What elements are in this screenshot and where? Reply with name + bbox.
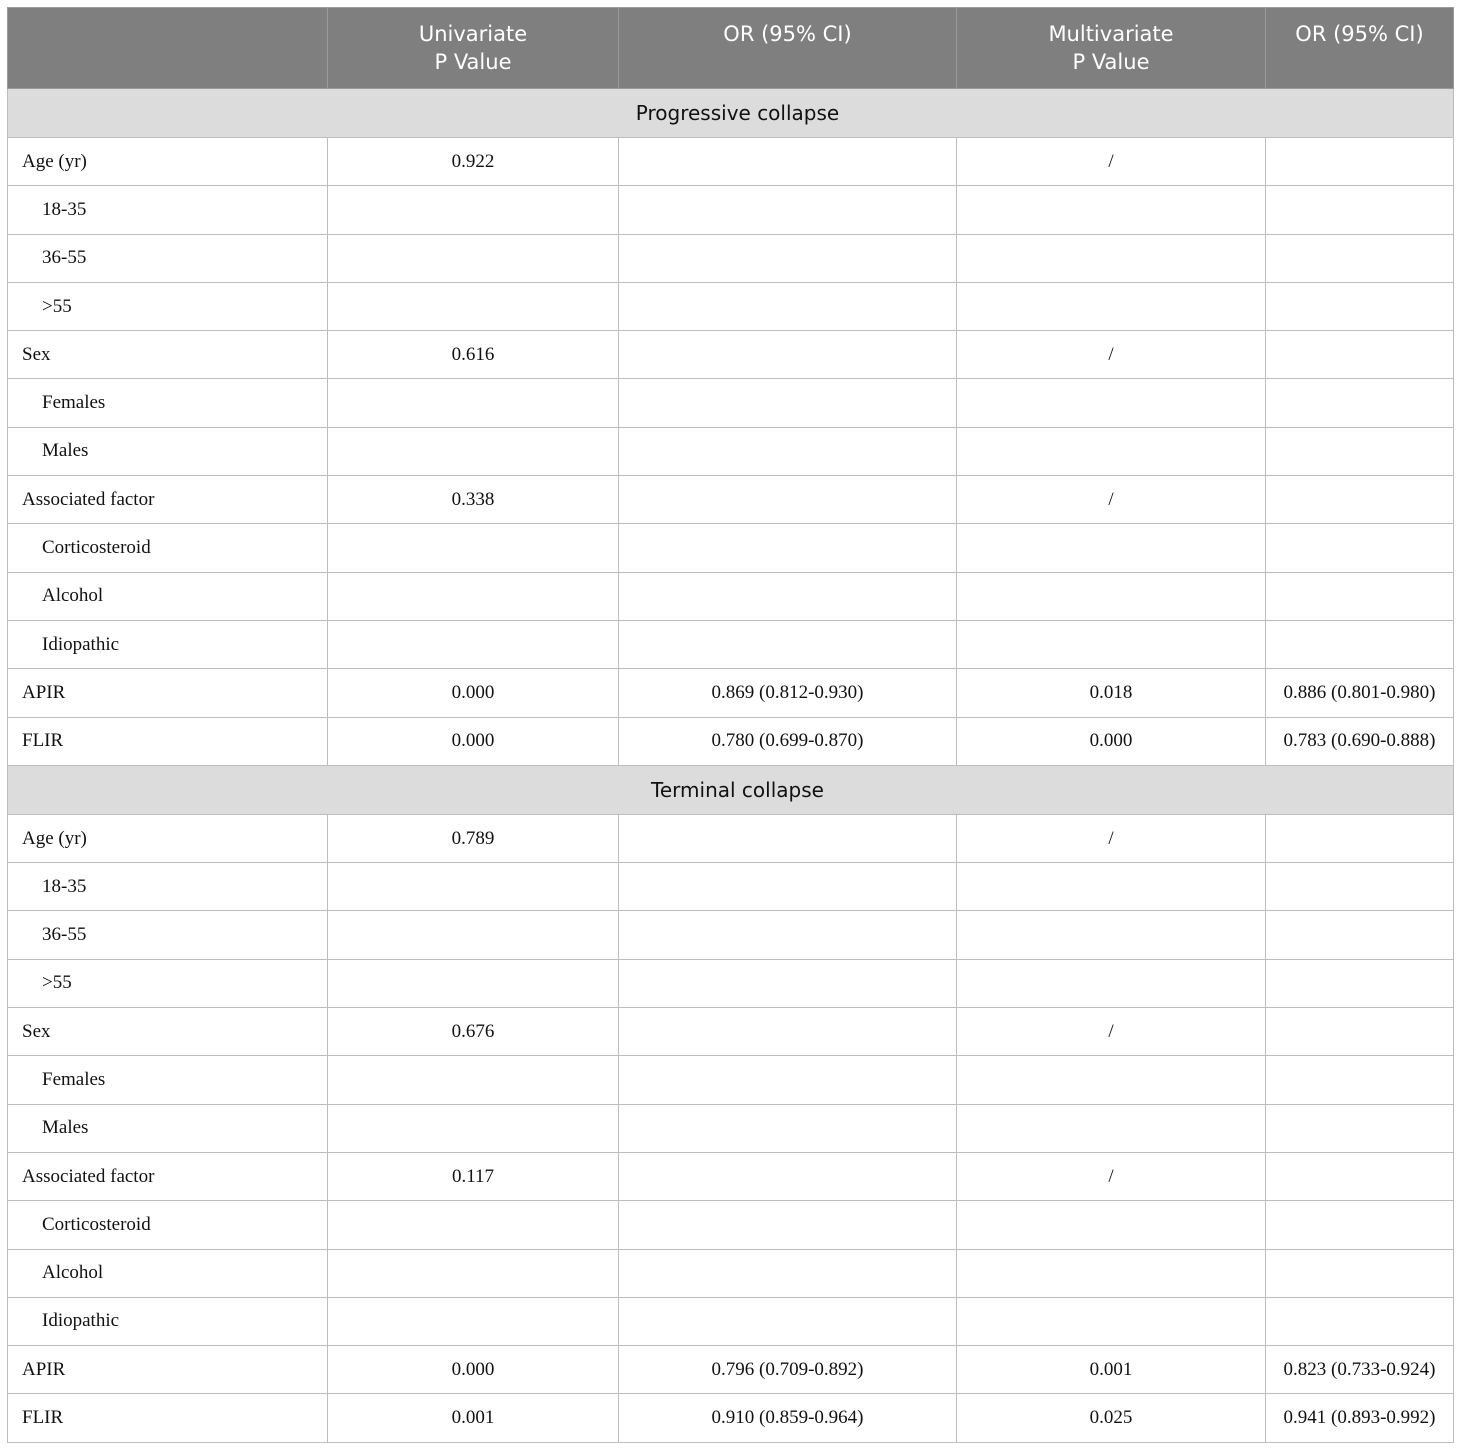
row-label: Alcohol: [8, 1249, 328, 1297]
table-cell: [328, 524, 619, 572]
table-row: [8, 379, 1454, 427]
table-cell: [1266, 138, 1454, 186]
row-label: Females: [8, 379, 328, 427]
table-row: [8, 1056, 1454, 1104]
row-label: Associated factor: [8, 476, 328, 524]
table-cell: 0.789: [328, 814, 619, 862]
table-cell: [1266, 427, 1454, 475]
table-cell: [957, 911, 1266, 959]
table-row: [8, 186, 1454, 234]
row-label: 36-55: [8, 234, 328, 282]
table-cell: [328, 1201, 619, 1249]
table-cell: 0.117: [328, 1152, 619, 1200]
table-row: [8, 572, 1454, 620]
table-row: [8, 620, 1454, 668]
table-cell: [328, 1056, 619, 1104]
table-row: [8, 669, 1454, 717]
table-cell: [619, 959, 957, 1007]
table-cell: [1266, 620, 1454, 668]
table-cell: [619, 186, 957, 234]
row-label: Males: [8, 1104, 328, 1152]
table-cell: [619, 1249, 957, 1297]
table-cell: /: [957, 1152, 1266, 1200]
table-cell: 0.780 (0.699-0.870): [619, 717, 957, 765]
row-label: Sex: [8, 1008, 328, 1056]
table-cell: [619, 620, 957, 668]
table-cell: [957, 234, 1266, 282]
table-cell: [328, 572, 619, 620]
table-cell: 0.000: [328, 1346, 619, 1394]
table-cell: 0.000: [328, 717, 619, 765]
table-cell: 0.676: [328, 1008, 619, 1056]
table-cell: [619, 1152, 957, 1200]
row-label: Females: [8, 1056, 328, 1104]
table-cell: /: [957, 1008, 1266, 1056]
section-row: [8, 765, 1454, 814]
table-cell: [1266, 959, 1454, 1007]
header-row: [8, 8, 1454, 89]
row-label: >55: [8, 959, 328, 1007]
row-label: 36-55: [8, 911, 328, 959]
table-cell: [619, 379, 957, 427]
table-cell: [1266, 524, 1454, 572]
row-label: APIR: [8, 669, 328, 717]
column-header-3: Multivariate P Value: [957, 8, 1266, 89]
table-cell: 0.000: [957, 717, 1266, 765]
table-cell: [957, 1104, 1266, 1152]
table-container: [7, 7, 1453, 1443]
table-cell: [1266, 814, 1454, 862]
table-row: [8, 282, 1454, 330]
table-cell: [328, 427, 619, 475]
row-label: APIR: [8, 1346, 328, 1394]
table-cell: [619, 814, 957, 862]
row-label: Corticosteroid: [8, 524, 328, 572]
table-cell: [619, 282, 957, 330]
table-cell: [1266, 476, 1454, 524]
table-cell: [328, 379, 619, 427]
row-label: Males: [8, 427, 328, 475]
table-cell: 0.018: [957, 669, 1266, 717]
table-cell: 0.941 (0.893-0.992): [1266, 1394, 1454, 1442]
table-row: [8, 1201, 1454, 1249]
column-header-4: OR (95% CI): [1266, 8, 1454, 89]
table-cell: [619, 476, 957, 524]
table-cell: 0.869 (0.812-0.930): [619, 669, 957, 717]
table-row: [8, 1104, 1454, 1152]
table-cell: /: [957, 331, 1266, 379]
table-cell: [328, 863, 619, 911]
table-cell: [1266, 282, 1454, 330]
table-cell: [1266, 1297, 1454, 1345]
table-row: [8, 427, 1454, 475]
row-label: Age (yr): [8, 814, 328, 862]
table-row: [8, 1152, 1454, 1200]
column-header-1: Univariate P Value: [328, 8, 619, 89]
row-label: Corticosteroid: [8, 1201, 328, 1249]
table-cell: [619, 572, 957, 620]
table-cell: [957, 1201, 1266, 1249]
table-cell: [619, 234, 957, 282]
column-header-0: [8, 8, 328, 89]
table-row: [8, 863, 1454, 911]
column-header-2: OR (95% CI): [619, 8, 957, 89]
table-cell: [957, 379, 1266, 427]
table-cell: 0.025: [957, 1394, 1266, 1442]
table-cell: 0.886 (0.801-0.980): [1266, 669, 1454, 717]
table-cell: [328, 911, 619, 959]
table-cell: 0.796 (0.709-0.892): [619, 1346, 957, 1394]
row-label: Alcohol: [8, 572, 328, 620]
section-row: [8, 89, 1454, 138]
table-body: [8, 89, 1454, 1443]
table-cell: 0.910 (0.859-0.964): [619, 1394, 957, 1442]
table-cell: [619, 1008, 957, 1056]
table-row: [8, 911, 1454, 959]
row-label: FLIR: [8, 1394, 328, 1442]
table-cell: [1266, 186, 1454, 234]
table-cell: [1266, 331, 1454, 379]
table-cell: [957, 186, 1266, 234]
table-row: [8, 1394, 1454, 1442]
table-cell: [1266, 1008, 1454, 1056]
table-cell: [1266, 911, 1454, 959]
table-cell: /: [957, 476, 1266, 524]
table-row: [8, 476, 1454, 524]
table-cell: 0.001: [957, 1346, 1266, 1394]
table-cell: [328, 959, 619, 1007]
table-cell: [619, 138, 957, 186]
table-cell: [957, 572, 1266, 620]
table-cell: [328, 234, 619, 282]
table-cell: 0.823 (0.733-0.924): [1266, 1346, 1454, 1394]
row-label: Idiopathic: [8, 620, 328, 668]
table-cell: 0.783 (0.690-0.888): [1266, 717, 1454, 765]
table-cell: 0.001: [328, 1394, 619, 1442]
table-row: [8, 1297, 1454, 1345]
table-cell: [957, 1297, 1266, 1345]
table-cell: [619, 1056, 957, 1104]
table-row: [8, 814, 1454, 862]
table-cell: [328, 186, 619, 234]
table-cell: [1266, 1249, 1454, 1297]
row-label: Sex: [8, 331, 328, 379]
table-cell: [1266, 379, 1454, 427]
table-cell: 0.000: [328, 669, 619, 717]
row-label: Age (yr): [8, 138, 328, 186]
table-cell: [1266, 1152, 1454, 1200]
table-cell: [957, 1056, 1266, 1104]
table-cell: 0.922: [328, 138, 619, 186]
table-cell: [328, 1104, 619, 1152]
row-label: FLIR: [8, 717, 328, 765]
table-cell: [1266, 234, 1454, 282]
table-cell: [619, 1104, 957, 1152]
table-cell: [328, 620, 619, 668]
row-label: Idiopathic: [8, 1297, 328, 1345]
table-cell: [619, 911, 957, 959]
row-label: Associated factor: [8, 1152, 328, 1200]
table-cell: /: [957, 814, 1266, 862]
table-cell: [1266, 863, 1454, 911]
table-cell: 0.616: [328, 331, 619, 379]
table-header: [8, 8, 1454, 89]
table-cell: [328, 282, 619, 330]
table-cell: [957, 959, 1266, 1007]
table-cell: [619, 331, 957, 379]
table-cell: [957, 863, 1266, 911]
table-row: [8, 234, 1454, 282]
table-cell: [957, 620, 1266, 668]
table-row: [8, 717, 1454, 765]
table-row: [8, 1346, 1454, 1394]
table-row: [8, 524, 1454, 572]
section-title: Progressive collapse: [8, 89, 1454, 138]
table-cell: [1266, 1056, 1454, 1104]
row-label: 18-35: [8, 186, 328, 234]
table-cell: /: [957, 138, 1266, 186]
row-label: >55: [8, 282, 328, 330]
table-cell: 0.338: [328, 476, 619, 524]
table-cell: [957, 524, 1266, 572]
table-cell: [619, 1201, 957, 1249]
section-title: Terminal collapse: [8, 765, 1454, 814]
table-row: [8, 1249, 1454, 1297]
table-cell: [1266, 1201, 1454, 1249]
table-cell: [957, 427, 1266, 475]
table-cell: [328, 1249, 619, 1297]
table-row: [8, 138, 1454, 186]
table-cell: [957, 282, 1266, 330]
table-row: [8, 959, 1454, 1007]
table-cell: [619, 524, 957, 572]
table-cell: [619, 427, 957, 475]
table-row: [8, 1008, 1454, 1056]
table-cell: [619, 863, 957, 911]
regression-table: [7, 7, 1454, 1443]
table-cell: [328, 1297, 619, 1345]
table-row: [8, 331, 1454, 379]
table-cell: [1266, 1104, 1454, 1152]
row-label: 18-35: [8, 863, 328, 911]
table-cell: [1266, 572, 1454, 620]
table-cell: [619, 1297, 957, 1345]
table-cell: [957, 1249, 1266, 1297]
